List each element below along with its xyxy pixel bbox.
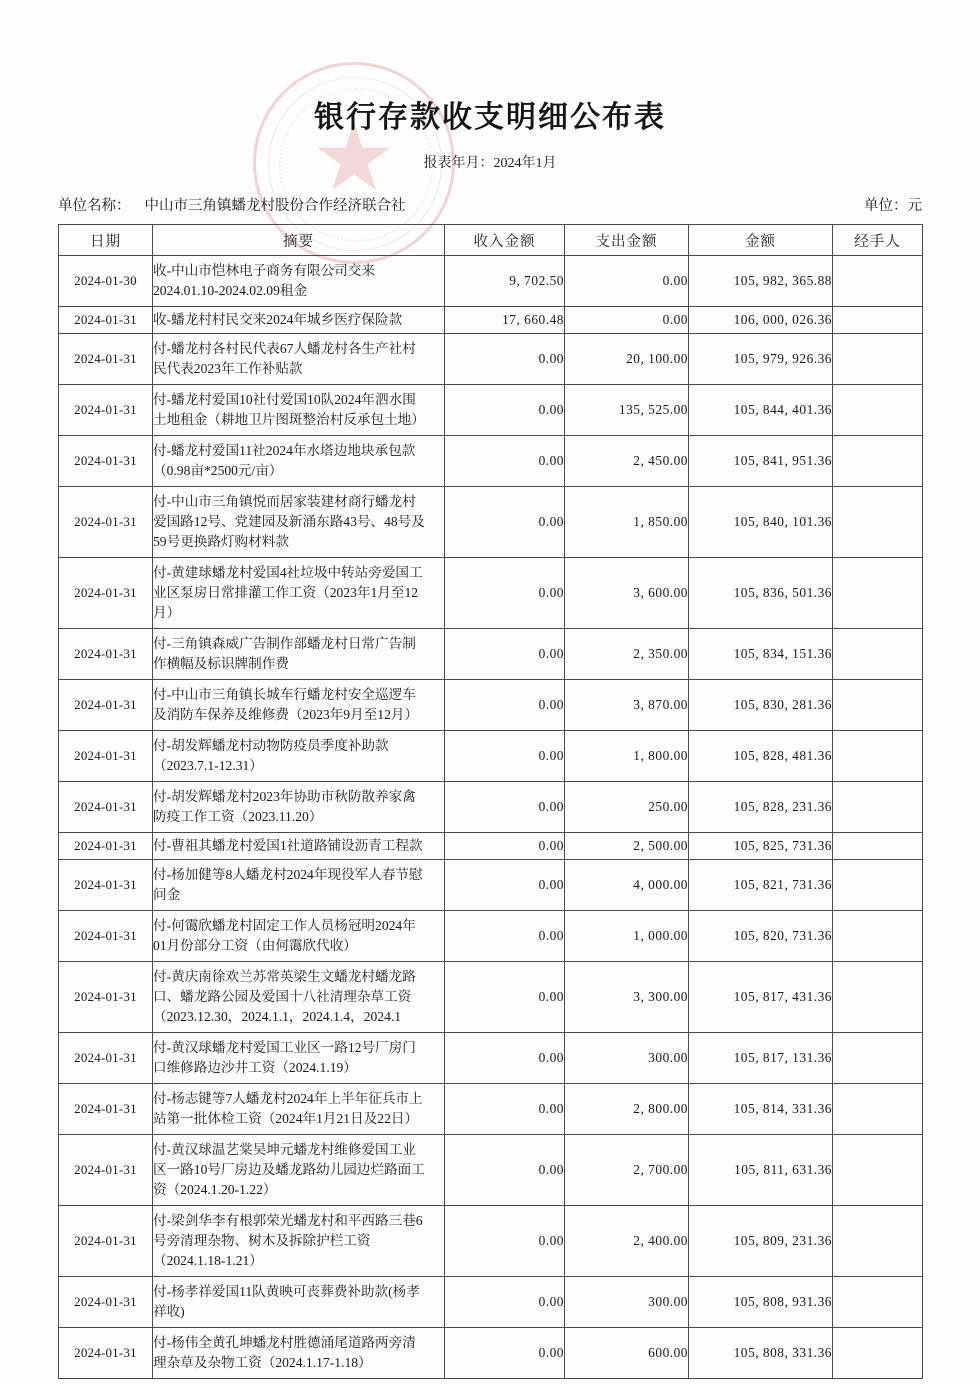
cell-handler xyxy=(833,1135,923,1206)
cell-summary: 付-蟠龙村爱国11社2024年水塔边地块承包款 （0.98亩*2500元/亩） xyxy=(153,436,445,487)
cell-balance: 105, 828, 481.36 xyxy=(689,731,833,782)
cell-balance: 105, 808, 931.36 xyxy=(689,1277,833,1328)
cell-income: 0.00 xyxy=(445,782,565,833)
table-row xyxy=(59,1084,923,1135)
cell-summary: 付-蟠龙村爱国10社付爱国10队2024年泗水围 土地租金（耕地卫片图斑整治村反承包土地） xyxy=(153,385,445,436)
cell-expense: 2, 700.00 xyxy=(565,1135,689,1206)
cell-expense: 2, 800.00 xyxy=(565,1084,689,1135)
cell-summary: 付-中山市三角镇悦而居家装建材商行蟠龙村 爱国路12号、党建园及新涌东路43号、48号及 59号更换路灯购材料款 xyxy=(153,487,445,558)
cell-handler xyxy=(833,256,923,307)
cell-date: 2024-01-30 xyxy=(59,256,153,307)
cell-date: 2024-01-31 xyxy=(59,334,153,385)
table-row xyxy=(59,860,923,911)
cell-expense: 0.00 xyxy=(565,256,689,307)
cell-expense: 0.00 xyxy=(565,307,689,334)
cell-handler xyxy=(833,1277,923,1328)
cell-expense: 3, 870.00 xyxy=(565,680,689,731)
cell-handler xyxy=(833,962,923,1033)
table-row xyxy=(59,334,923,385)
report-period: 报表年月：2024年1月 xyxy=(423,156,557,171)
cell-balance: 105, 834, 151.36 xyxy=(689,629,833,680)
cell-balance: 105, 820, 731.36 xyxy=(689,911,833,962)
cell-income: 0.00 xyxy=(445,385,565,436)
cell-date: 2024-01-31 xyxy=(59,962,153,1033)
cell-handler xyxy=(833,1033,923,1084)
cell-income: 0.00 xyxy=(445,1328,565,1379)
column-header-income: 收入金额 xyxy=(445,225,565,256)
cell-balance: 105, 817, 131.36 xyxy=(689,1033,833,1084)
table-row xyxy=(59,1206,923,1277)
cell-income: 0.00 xyxy=(445,1135,565,1206)
cell-date: 2024-01-31 xyxy=(59,911,153,962)
ledger-table xyxy=(58,224,923,1379)
cell-summary: 付-三角镇森威广告制作部蟠龙村日常广告制 作横幅及标识牌制作费 xyxy=(153,629,445,680)
cell-summary: 付-胡发辉蟠龙村动物防疫员季度补助款 （2023.7.1-12.31） xyxy=(153,731,445,782)
page-title: 银行存款收支明细公布表 xyxy=(314,101,666,134)
table-row xyxy=(59,782,923,833)
cell-summary: 付-杨伟全黄孔坤蟠龙村胜德涌尾道路两旁清 理杂草及杂物工资（2024.1.17-1.18） xyxy=(153,1328,445,1379)
cell-summary: 付-杨加健等8人蟠龙村2024年现役军人春节慰 问金 xyxy=(153,860,445,911)
cell-handler xyxy=(833,782,923,833)
cell-balance: 105, 844, 401.36 xyxy=(689,385,833,436)
cell-date: 2024-01-31 xyxy=(59,487,153,558)
cell-date: 2024-01-31 xyxy=(59,385,153,436)
cell-summary: 付-胡发辉蟠龙村2023年协助市秋防散养家禽 防疫工作工资（2023.11.20） xyxy=(153,782,445,833)
table-row xyxy=(59,256,923,307)
table-header xyxy=(59,225,923,256)
cell-date: 2024-01-31 xyxy=(59,1135,153,1206)
currency-unit-label: 单位：元 xyxy=(864,198,922,214)
cell-handler xyxy=(833,436,923,487)
cell-summary: 付-何霭欣蟠龙村固定工作人员杨冠明2024年 01月份部分工资（由何霭欣代收） xyxy=(153,911,445,962)
cell-expense: 1, 850.00 xyxy=(565,487,689,558)
table-row xyxy=(59,558,923,629)
cell-date: 2024-01-31 xyxy=(59,833,153,860)
cell-handler xyxy=(833,334,923,385)
cell-handler xyxy=(833,1084,923,1135)
cell-summary: 付-梁剑华李有根郭荣光蟠龙村和平西路三巷6 号旁清理杂物、树木及拆除护栏工资 （2024.1.18-1.21） xyxy=(153,1206,445,1277)
cell-expense: 1, 800.00 xyxy=(565,731,689,782)
cell-balance: 105, 840, 101.36 xyxy=(689,487,833,558)
cell-income: 0.00 xyxy=(445,1206,565,1277)
cell-income: 0.00 xyxy=(445,487,565,558)
cell-balance: 105, 817, 431.36 xyxy=(689,962,833,1033)
table-row xyxy=(59,833,923,860)
cell-summary: 收-蟠龙村村民交来2024年城乡医疗保险款 xyxy=(153,307,445,334)
cell-handler xyxy=(833,385,923,436)
cell-income: 0.00 xyxy=(445,833,565,860)
cell-balance: 105, 828, 231.36 xyxy=(689,782,833,833)
table-row xyxy=(59,385,923,436)
cell-date: 2024-01-31 xyxy=(59,1033,153,1084)
cell-balance: 105, 830, 281.36 xyxy=(689,680,833,731)
table-row xyxy=(59,680,923,731)
cell-summary: 付-中山市三角镇长城车行蟠龙村安全巡逻车 及消防车保养及维修费（2023年9月至12月） xyxy=(153,680,445,731)
cell-expense: 20, 100.00 xyxy=(565,334,689,385)
column-header-handler: 经手人 xyxy=(833,225,923,256)
cell-expense: 2, 350.00 xyxy=(565,629,689,680)
table-header-row xyxy=(59,225,923,256)
cell-date: 2024-01-31 xyxy=(59,1277,153,1328)
column-header-summary: 摘要 xyxy=(153,225,445,256)
table-row xyxy=(59,1277,923,1328)
cell-summary: 付-黄建球蟠龙村爱国4社垃圾中转站旁爱国工 业区泵房日常排灌工作工资（2023年1月至12 月） xyxy=(153,558,445,629)
cell-expense: 1, 000.00 xyxy=(565,911,689,962)
cell-expense: 300.00 xyxy=(565,1277,689,1328)
table-row xyxy=(59,436,923,487)
unit-name-group xyxy=(58,194,406,215)
cell-date: 2024-01-31 xyxy=(59,1084,153,1135)
cell-date: 2024-01-31 xyxy=(59,731,153,782)
cell-income: 0.00 xyxy=(445,1277,565,1328)
cell-handler xyxy=(833,558,923,629)
cell-summary: 付-杨志键等7人蟠龙村2024年上半年征兵市上 站第一批体检工资（2024年1月21日及22日） xyxy=(153,1084,445,1135)
cell-date: 2024-01-31 xyxy=(59,629,153,680)
cell-balance: 105, 808, 331.36 xyxy=(689,1328,833,1379)
cell-balance: 106, 000, 026.36 xyxy=(689,307,833,334)
cell-income: 0.00 xyxy=(445,629,565,680)
cell-expense: 300.00 xyxy=(565,1033,689,1084)
table-row xyxy=(59,487,923,558)
cell-summary: 付-曹祖其蟠龙村爱国1社道路铺设沥青工程款 xyxy=(153,833,445,860)
cell-income: 0.00 xyxy=(445,962,565,1033)
table-body xyxy=(59,256,923,1379)
cell-date: 2024-01-31 xyxy=(59,860,153,911)
table-row xyxy=(59,1033,923,1084)
cell-balance: 105, 809, 231.36 xyxy=(689,1206,833,1277)
cell-expense: 2, 500.00 xyxy=(565,833,689,860)
cell-expense: 600.00 xyxy=(565,1328,689,1379)
table-row xyxy=(59,962,923,1033)
cell-income: 0.00 xyxy=(445,911,565,962)
cell-expense: 135, 525.00 xyxy=(565,385,689,436)
cell-summary: 收-中山市恺林电子商务有限公司交来 2024.01.10-2024.02.09租金 xyxy=(153,256,445,307)
cell-income: 0.00 xyxy=(445,731,565,782)
cell-summary: 付-蟠龙村各村民代表67人蟠龙村各生产社村 民代表2023年工作补贴款 xyxy=(153,334,445,385)
column-header-balance: 金额 xyxy=(689,225,833,256)
table-row xyxy=(59,629,923,680)
cell-balance: 105, 821, 731.36 xyxy=(689,860,833,911)
cell-summary: 付-杨孝祥爱国11队黄映可丧葬费补助款(杨孝 祥收) xyxy=(153,1277,445,1328)
cell-income: 0.00 xyxy=(445,334,565,385)
cell-date: 2024-01-31 xyxy=(59,436,153,487)
table-row xyxy=(59,1135,923,1206)
cell-expense: 4, 000.00 xyxy=(565,860,689,911)
cell-income: 0.00 xyxy=(445,680,565,731)
cell-handler xyxy=(833,307,923,334)
cell-expense: 3, 300.00 xyxy=(565,962,689,1033)
table-row xyxy=(59,911,923,962)
cell-income: 0.00 xyxy=(445,1033,565,1084)
cell-handler xyxy=(833,833,923,860)
cell-balance: 105, 814, 331.36 xyxy=(689,1084,833,1135)
cell-handler xyxy=(833,487,923,558)
cell-date: 2024-01-31 xyxy=(59,680,153,731)
column-header-date: 日期 xyxy=(59,225,153,256)
cell-income: 0.00 xyxy=(445,1084,565,1135)
table-row xyxy=(59,731,923,782)
cell-handler xyxy=(833,629,923,680)
cell-expense: 2, 400.00 xyxy=(565,1206,689,1277)
cell-balance: 105, 836, 501.36 xyxy=(689,558,833,629)
cell-expense: 2, 450.00 xyxy=(565,436,689,487)
unit-name-label: 单位名称： xyxy=(58,198,131,214)
cell-income: 0.00 xyxy=(445,860,565,911)
cell-income: 0.00 xyxy=(445,558,565,629)
cell-income: 0.00 xyxy=(445,436,565,487)
cell-handler xyxy=(833,860,923,911)
table-row xyxy=(59,307,923,334)
cell-balance: 105, 841, 951.36 xyxy=(689,436,833,487)
cell-income: 9, 702.50 xyxy=(445,256,565,307)
cell-balance: 105, 982, 365.88 xyxy=(689,256,833,307)
document-meta xyxy=(58,194,922,215)
column-header-expense: 支出金额 xyxy=(565,225,689,256)
unit-name-value: 中山市三角镇蟠龙村股份合作经济联合社 xyxy=(144,198,406,214)
cell-balance: 105, 979, 926.36 xyxy=(689,334,833,385)
cell-date: 2024-01-31 xyxy=(59,782,153,833)
cell-summary: 付-黄庆南徐欢兰苏常英梁生文蟠龙村蟠龙路 口、蟠龙路公园及爱国十八社清理杂草工资 （2023.12.30，2024.1.1，2024.1.4，2024.1 xyxy=(153,962,445,1033)
cell-expense: 3, 600.00 xyxy=(565,558,689,629)
cell-summary: 付-黄汉球蟠龙村爱国工业区一路12号厂房门 口维修路边沙井工资（2024.1.19） xyxy=(153,1033,445,1084)
cell-date: 2024-01-31 xyxy=(59,558,153,629)
cell-date: 2024-01-31 xyxy=(59,307,153,334)
cell-balance: 105, 825, 731.36 xyxy=(689,833,833,860)
cell-expense: 250.00 xyxy=(565,782,689,833)
cell-handler xyxy=(833,731,923,782)
cell-handler xyxy=(833,1328,923,1379)
table-row xyxy=(59,1328,923,1379)
cell-date: 2024-01-31 xyxy=(59,1328,153,1379)
cell-date: 2024-01-31 xyxy=(59,1206,153,1277)
cell-handler xyxy=(833,911,923,962)
cell-handler xyxy=(833,680,923,731)
cell-handler xyxy=(833,1206,923,1277)
cell-summary: 付-黄汉球温艺棠吴坤元蟠龙村维修爱国工业 区一路10号厂房边及蟠龙路幼儿园边烂路面工 资（2024.1.20-1.22） xyxy=(153,1135,445,1206)
cell-balance: 105, 811, 631.36 xyxy=(689,1135,833,1206)
cell-income: 17, 660.48 xyxy=(445,307,565,334)
